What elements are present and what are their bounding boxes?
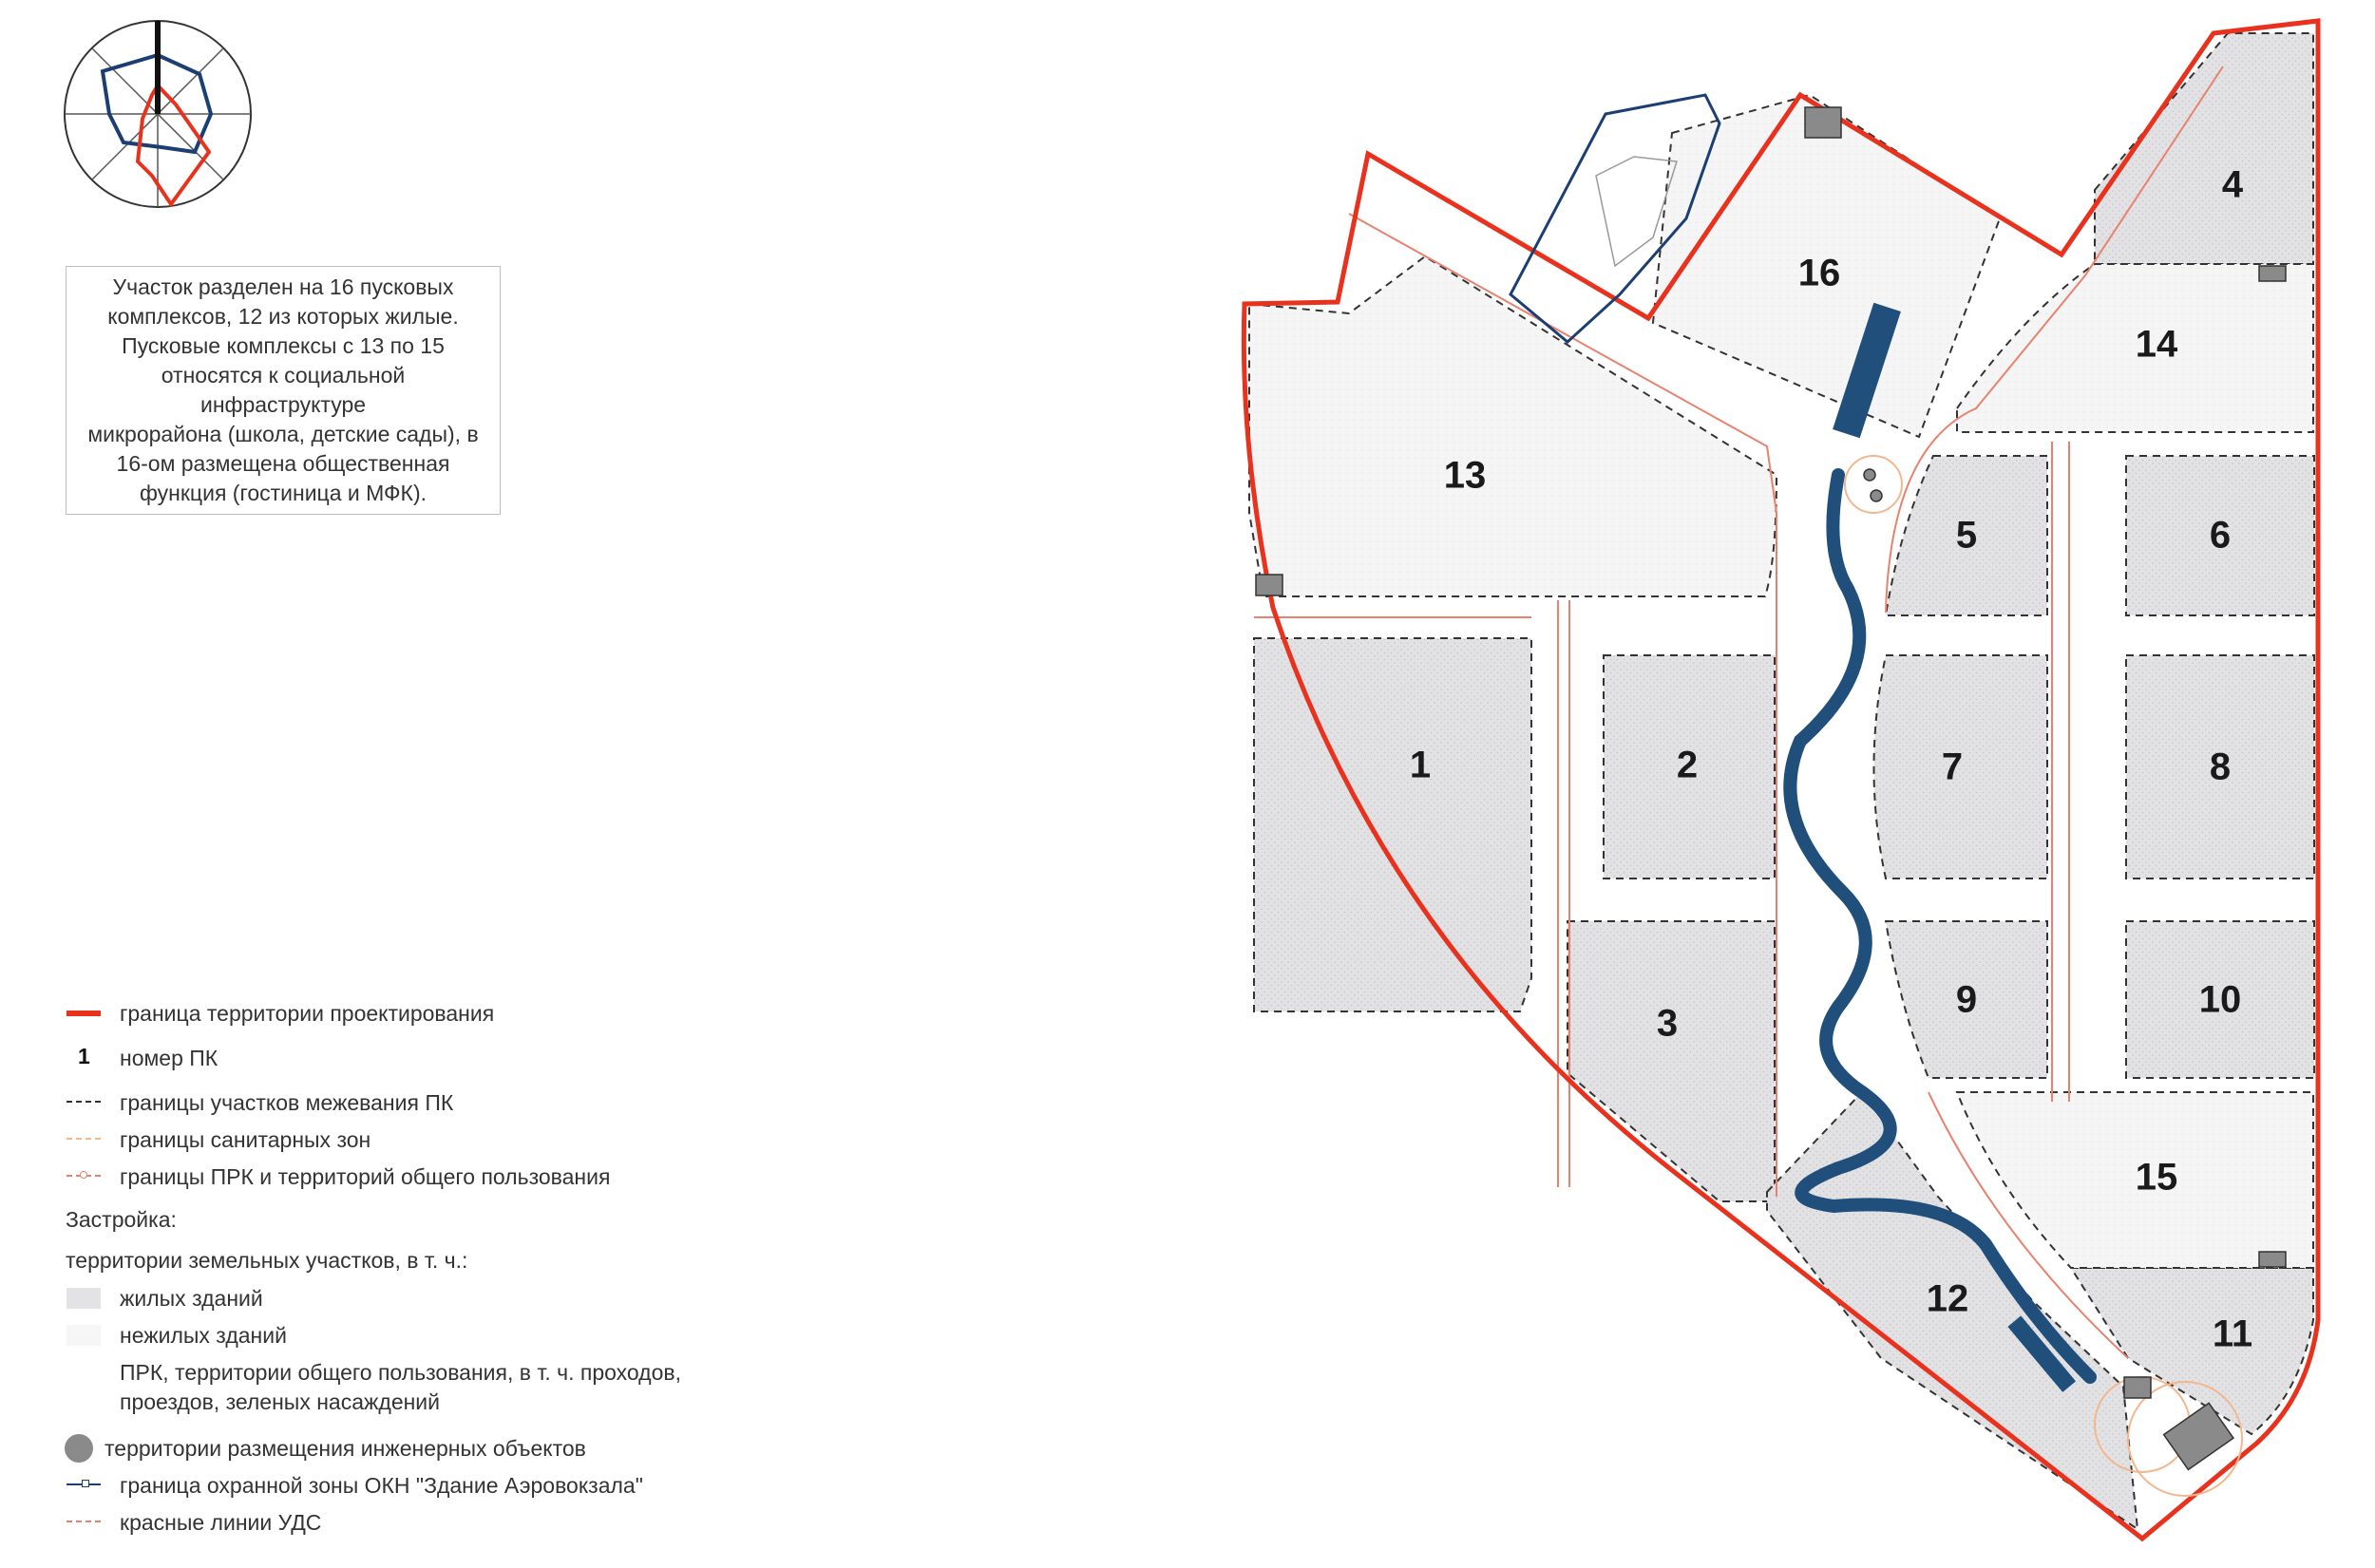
pk-label-14: 14 xyxy=(2135,323,2178,366)
pk-label-7: 7 xyxy=(1941,746,1964,788)
pk-label-11: 11 xyxy=(2212,1313,2253,1355)
info-text: Участок разделен на 16 пусковых комплексов, 12 из которых жилые. Пусковые комплексы с 13 по 15 относятся к социальной инфраструктуре микрорайона (школа, детские сады), в 16-ом размещена общественная функция (гостиница и МФК). xyxy=(87,274,479,505)
pk-label-9: 9 xyxy=(1955,978,1978,1021)
pk-label-2: 2 xyxy=(1676,744,1699,786)
wind-rose-icon xyxy=(65,21,251,207)
pk-label-15: 15 xyxy=(2135,1156,2178,1199)
pk-label-16: 16 xyxy=(1797,252,1841,294)
pk-label-10: 10 xyxy=(2198,978,2242,1021)
legend-nonresidential xyxy=(59,1321,287,1351)
legend-parcel-bounds xyxy=(59,1088,453,1118)
legend-pk-number-symbol: 1 xyxy=(78,1044,90,1068)
pk-label-13: 13 xyxy=(1443,454,1487,497)
legend-engineering xyxy=(59,1434,586,1464)
pk-label-4: 4 xyxy=(2221,163,2244,206)
legend-residential-label: жилых зданий xyxy=(120,1286,263,1311)
pk-label-5: 5 xyxy=(1955,514,1978,557)
pk-label-6: 6 xyxy=(2209,514,2232,557)
legend-engineering-label: территории размещения инженерных объектов xyxy=(104,1436,586,1461)
legend-sanitary-bounds xyxy=(59,1125,370,1155)
pk-label-3: 3 xyxy=(1656,1002,1679,1045)
legend-public-bounds xyxy=(59,1162,610,1192)
pk-label-12: 12 xyxy=(1926,1277,1969,1320)
legend-residential xyxy=(59,1284,263,1313)
legend-public-bounds-label: границы ПРК и территорий общего пользования xyxy=(120,1164,611,1189)
legend-pk-number-label: номер ПК xyxy=(120,1046,218,1070)
parcel-3 xyxy=(1568,921,1775,1201)
legend-pk-number xyxy=(59,1044,218,1073)
legend-public-spaces xyxy=(59,1358,681,1417)
legend-heritage-zone-label: граница охранной зоны ОКН "Здание Аэровокзала" xyxy=(120,1473,643,1498)
legend-boundary-label: граница территории проектирования xyxy=(120,1001,495,1026)
legend-parcel-bounds-label: границы участков межевания ПК xyxy=(120,1090,454,1115)
legend-red-lines xyxy=(59,1508,321,1538)
legend-land-heading: территории земельных участков, в т. ч.: xyxy=(66,1248,468,1273)
pk-label-8: 8 xyxy=(2209,746,2232,788)
legend-boundary xyxy=(59,999,494,1029)
legend-sanitary-bounds-label: границы санитарных зон xyxy=(120,1127,371,1152)
legend-heritage-zone xyxy=(59,1471,643,1501)
legend-nonresidential-label: нежилых зданий xyxy=(120,1323,287,1348)
info-box xyxy=(66,266,501,515)
legend-red-lines-label: красные линии УДС xyxy=(120,1510,322,1535)
pk-label-1: 1 xyxy=(1409,744,1432,786)
legend-public-spaces-label: ПРК, территории общего пользования, в т. ч. проходов, проездов, зеленых насаждений xyxy=(120,1360,682,1414)
legend-development-heading: Застройка: xyxy=(66,1207,177,1232)
parcel-4 xyxy=(2095,33,2313,264)
parcel-1 xyxy=(1254,638,1531,1011)
